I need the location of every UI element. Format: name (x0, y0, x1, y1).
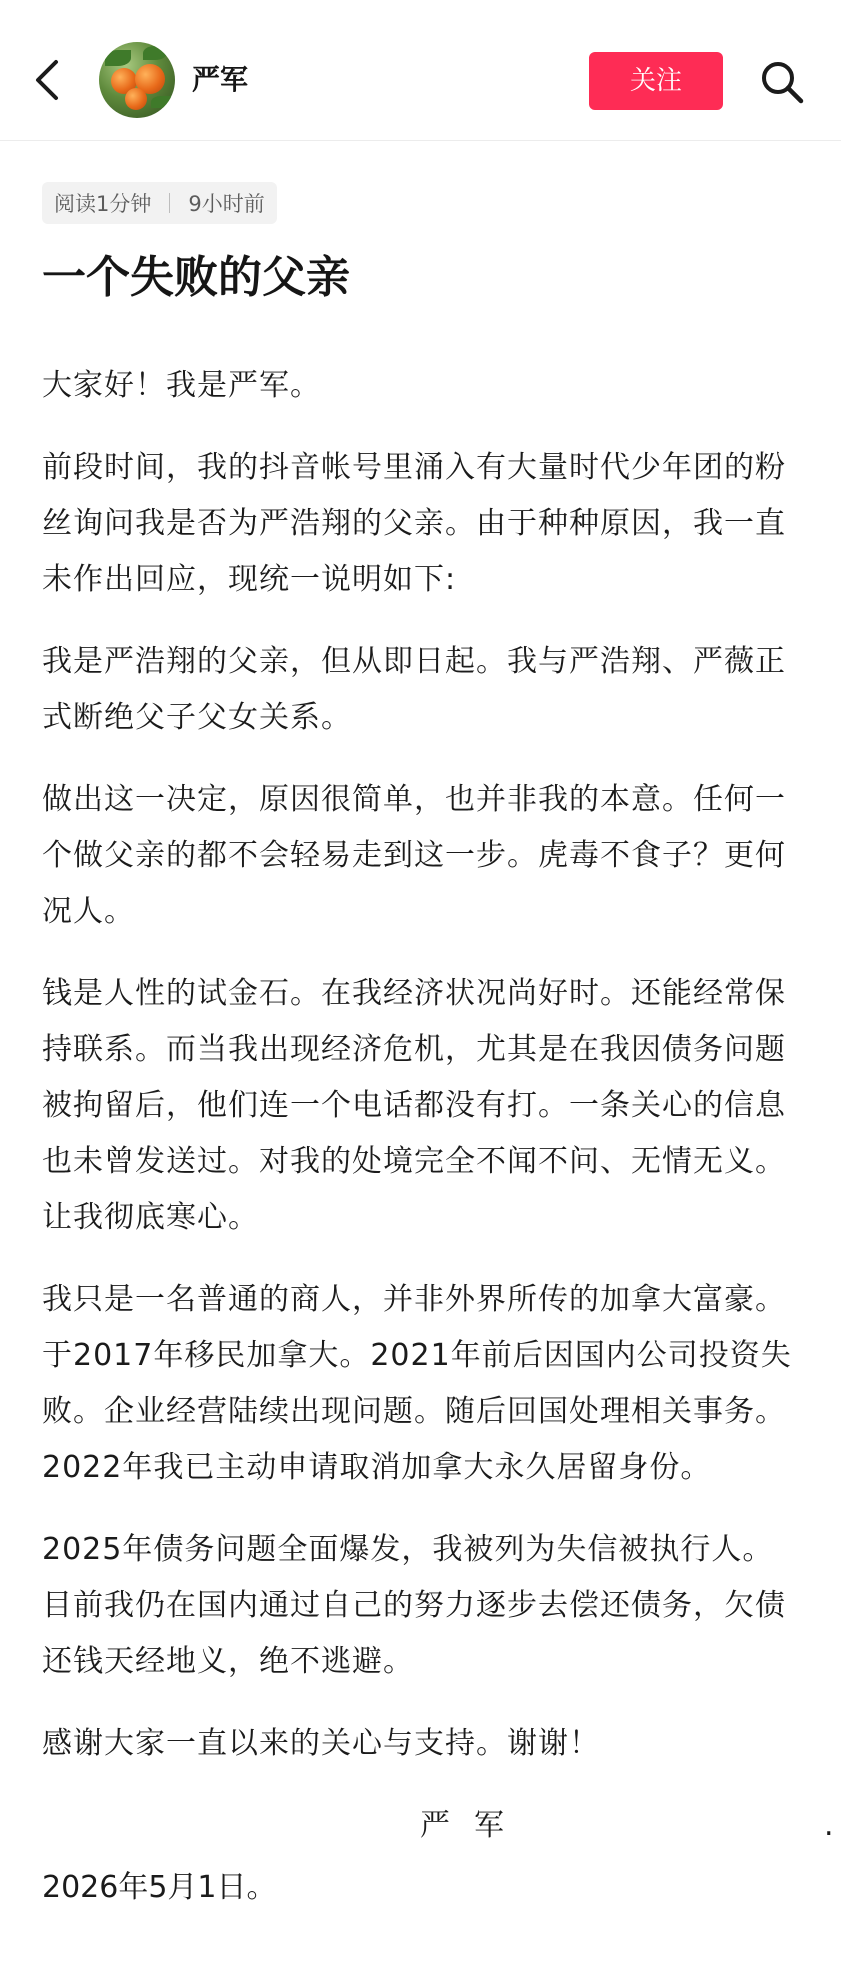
signature-dot: . (824, 1808, 834, 1843)
read-time: 阅读1分钟 (54, 192, 152, 216)
search-button[interactable] (758, 58, 806, 106)
author-avatar[interactable] (99, 42, 175, 118)
top-navigation-bar (0, 0, 841, 141)
author-name[interactable]: 严军 (192, 63, 249, 96)
article-content (42, 182, 834, 1916)
paragraph: 我是严浩翔的父亲，但从即日起。我与严浩翔、严薇正式断绝父子父女关系。 (42, 644, 786, 735)
signature-date: 2026年5月1日。 (42, 1870, 277, 1905)
paragraph: 感谢大家一直以来的关心与支持。谢谢！ (42, 1726, 600, 1761)
back-button[interactable] (28, 52, 68, 108)
paragraph: 前段时间，我的抖音帐号里涌入有大量时代少年团的粉丝询问我是否为严浩翔的父亲。由于种种原因，我一直未作出回应，现统一说明如下: (42, 450, 786, 597)
article-meta (42, 182, 277, 224)
posted-time: 9小时前 (188, 192, 265, 216)
signature: 严军 (420, 1808, 528, 1843)
article-body (42, 358, 834, 1916)
paragraph: 2025年债务问题全面爆发，我被列为失信被执行人。目前我仍在国内通过自己的努力逐步去偿还债务，欠债还钱天经地义，绝不逃避。 (42, 1532, 786, 1679)
signature-row (42, 1798, 834, 1854)
chevron-left-icon (28, 52, 68, 108)
paragraph: 钱是人性的试金石。在我经济状况尚好时。还能经常保持联系。而当我出现经济危机，尤其是在我因债务问题被拘留后，他们连一个电话都没有打。一条关心的信息也未曾发送过。对我的处境完全不闻不问、无情无义。让我彻底寒心。 (42, 976, 786, 1235)
paragraph: 我只是一名普通的商人，并非外界所传的加拿大富豪。于2017年移民加拿大。2021年前后因国内公司投资失败。企业经营陆续出现问题。随后回国处理相关事务。 2022年我已主动申请取消加拿大永久居留身份。 (42, 1282, 792, 1485)
paragraph: 做出这一决定，原因很简单，也并非我的本意。任何一个做父亲的都不会轻易走到这一步。虎毒不食子？更何况人。 (42, 782, 786, 929)
article-title: 一个失败的父亲 (42, 252, 350, 303)
follow-button[interactable]: 关注 (589, 52, 723, 110)
paragraph: 大家好！我是严军。 (42, 368, 321, 403)
meta-divider (169, 193, 170, 213)
search-icon (758, 58, 806, 106)
